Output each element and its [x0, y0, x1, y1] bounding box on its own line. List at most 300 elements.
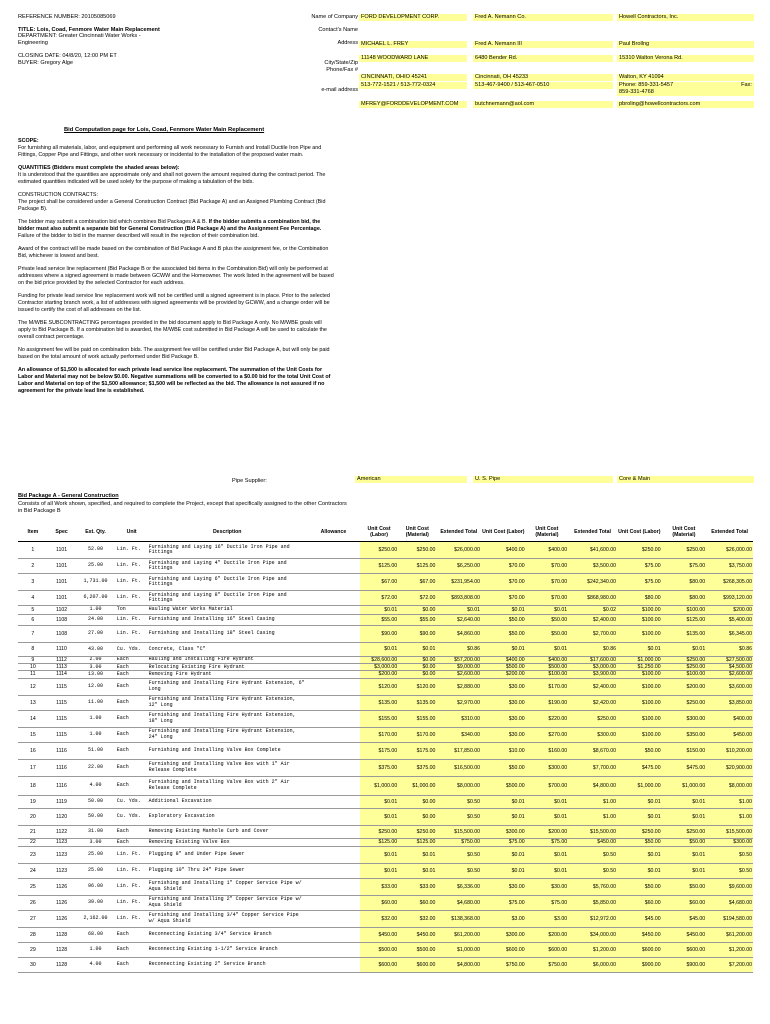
bidder-2-material[interactable]: $50.00: [526, 615, 568, 626]
bidder-3-extended[interactable]: $3,750.00: [706, 559, 753, 574]
bidder-3-material[interactable]: $80.00: [662, 574, 707, 591]
bidder-3-extended[interactable]: $200.00: [706, 606, 753, 615]
bidder-2-material[interactable]: $100.00: [526, 671, 568, 678]
bidder-2-material[interactable]: $0.01: [526, 863, 568, 878]
bidder-1-contact[interactable]: MICHAEL L. FREY: [359, 41, 467, 48]
bidder-2-city[interactable]: Cincinnati, OH 45233: [473, 74, 613, 81]
bidder-1-city[interactable]: CINCINNATI, OHIO 45241: [359, 74, 467, 81]
bidder-1-extended[interactable]: $57,200.00: [436, 657, 481, 664]
bidder-2-extended[interactable]: $15,500.00: [568, 825, 617, 838]
bidder-1-material[interactable]: $0.00: [398, 664, 436, 671]
bidder-2-labor[interactable]: $70.00: [481, 591, 526, 606]
bidder-2-extended[interactable]: $2,700.00: [568, 626, 617, 643]
bidder-3-email[interactable]: pbroling@howellcontractors.com: [617, 101, 754, 108]
bidder-3-extended[interactable]: $7,200.00: [706, 957, 753, 972]
bidder-2-material[interactable]: $0.01: [526, 606, 568, 615]
bidder-3-material[interactable]: $60.00: [662, 895, 707, 910]
bidder-3-labor[interactable]: $0.01: [617, 808, 662, 825]
bidder-3-material[interactable]: $250.00: [662, 825, 707, 838]
bidder-3-labor[interactable]: $45.00: [617, 910, 662, 927]
bidder-2-labor[interactable]: $750.00: [481, 957, 526, 972]
bidder-1-extended[interactable]: $16,500.00: [436, 759, 481, 776]
bidder-1-extended[interactable]: $4,860.00: [436, 626, 481, 643]
bidder-3-extended[interactable]: $268,305.00: [706, 574, 753, 591]
bidder-1-material[interactable]: $0.00: [398, 606, 436, 615]
bidder-1-labor[interactable]: $90.00: [360, 626, 398, 643]
bidder-1-extended[interactable]: $893,808.00: [436, 591, 481, 606]
pipe-supplier-2[interactable]: U. S. Pipe: [473, 476, 613, 483]
bidder-2-extended[interactable]: $1.00: [568, 795, 617, 808]
bidder-3-extended[interactable]: $20,900.00: [706, 759, 753, 776]
bidder-1-material[interactable]: $500.00: [398, 942, 436, 957]
bidder-3-labor[interactable]: $100.00: [617, 615, 662, 626]
bidder-3-material[interactable]: $350.00: [662, 727, 707, 742]
bidder-3-extended[interactable]: $194,580.00: [706, 910, 753, 927]
bidder-3-labor[interactable]: $600.00: [617, 942, 662, 957]
bidder-1-material[interactable]: $0.01: [398, 846, 436, 863]
bidder-2-extended[interactable]: $0.50: [568, 863, 617, 878]
bidder-1-labor[interactable]: $33.00: [360, 878, 398, 895]
bidder-2-extended[interactable]: $250.00: [568, 710, 617, 727]
bidder-3-extended[interactable]: $61,200.00: [706, 927, 753, 942]
bidder-2-labor[interactable]: $30.00: [481, 710, 526, 727]
bidder-2-extended[interactable]: $300.00: [568, 727, 617, 742]
bidder-1-material[interactable]: $72.00: [398, 591, 436, 606]
bidder-3-city[interactable]: Walton, KY 41094: [617, 74, 754, 81]
bidder-3-contact[interactable]: Paul Brollng: [617, 41, 754, 48]
bidder-3-extended[interactable]: $0.50: [706, 863, 753, 878]
bidder-3-labor[interactable]: $100.00: [617, 695, 662, 710]
bidder-3-material[interactable]: $250.00: [662, 695, 707, 710]
bidder-3-extended[interactable]: $8,000.00: [706, 776, 753, 795]
bidder-1-material[interactable]: $250.00: [398, 825, 436, 838]
bidder-3-labor[interactable]: $75.00: [617, 574, 662, 591]
bidder-1-extended[interactable]: $26,000.00: [436, 542, 481, 559]
bidder-2-labor[interactable]: $300.00: [481, 825, 526, 838]
bidder-2-labor[interactable]: $200.00: [481, 671, 526, 678]
bidder-1-labor[interactable]: $500.00: [360, 942, 398, 957]
bidder-3-labor[interactable]: $0.01: [617, 846, 662, 863]
bidder-1-material[interactable]: $175.00: [398, 742, 436, 759]
bidder-1-material[interactable]: $375.00: [398, 759, 436, 776]
bidder-3-labor[interactable]: $50.00: [617, 838, 662, 846]
bidder-2-material[interactable]: $30.00: [526, 878, 568, 895]
bidder-2-labor[interactable]: $0.01: [481, 643, 526, 657]
bidder-2-labor[interactable]: $30.00: [481, 695, 526, 710]
bidder-2-material[interactable]: $0.01: [526, 846, 568, 863]
bidder-1-material[interactable]: $155.00: [398, 710, 436, 727]
bidder-1-material[interactable]: $33.00: [398, 878, 436, 895]
bidder-1-labor[interactable]: $1,000.00: [360, 776, 398, 795]
bidder-2-extended[interactable]: $1.00: [568, 808, 617, 825]
bidder-3-extended[interactable]: $26,000.00: [706, 542, 753, 559]
bidder-1-labor[interactable]: $250.00: [360, 542, 398, 559]
bidder-2-labor[interactable]: $0.01: [481, 846, 526, 863]
bidder-2-material[interactable]: $220.00: [526, 710, 568, 727]
bidder-1-material[interactable]: $125.00: [398, 559, 436, 574]
bidder-2-material[interactable]: $400.00: [526, 657, 568, 664]
bidder-1-labor[interactable]: $67.00: [360, 574, 398, 591]
bidder-2-labor[interactable]: $300.00: [481, 927, 526, 942]
bidder-2-material[interactable]: $70.00: [526, 591, 568, 606]
bidder-2-labor[interactable]: $30.00: [481, 678, 526, 695]
bidder-3-labor[interactable]: $60.00: [617, 895, 662, 910]
bidder-2-labor[interactable]: $75.00: [481, 838, 526, 846]
bidder-2-labor[interactable]: $400.00: [481, 657, 526, 664]
bidder-2-material[interactable]: $75.00: [526, 838, 568, 846]
contracts-heading: CONSTRUCTION CONTRACTS:: [18, 192, 98, 199]
bidder-1-material[interactable]: $32.00: [398, 910, 436, 927]
bidder-2-address[interactable]: 6480 Bender Rd.: [473, 55, 613, 62]
bidder-2-material[interactable]: $160.00: [526, 742, 568, 759]
bidder-2-labor[interactable]: $30.00: [481, 878, 526, 895]
bidder-1-labor[interactable]: $120.00: [360, 678, 398, 695]
bidder-1-extended[interactable]: $8,000.00: [436, 776, 481, 795]
bidder-3-extended[interactable]: $1.00: [706, 795, 753, 808]
bidder-3-labor[interactable]: $100.00: [617, 678, 662, 695]
bidder-3-labor[interactable]: $100.00: [617, 727, 662, 742]
bidder-3-extended[interactable]: $1,200.00: [706, 942, 753, 957]
bidder-2-labor[interactable]: $50.00: [481, 759, 526, 776]
bidder-3-material[interactable]: $0.01: [662, 795, 707, 808]
bidder-3-labor[interactable]: $0.01: [617, 863, 662, 878]
bidder-2-extended[interactable]: $450.00: [568, 838, 617, 846]
bidder-3-material[interactable]: $50.00: [662, 838, 707, 846]
bidder-1-labor[interactable]: $60.00: [360, 895, 398, 910]
bidder-3-material[interactable]: $100.00: [662, 671, 707, 678]
bidder-3-material[interactable]: $125.00: [662, 615, 707, 626]
bidder-1-material[interactable]: $135.00: [398, 695, 436, 710]
bidder-1-labor[interactable]: $250.00: [360, 825, 398, 838]
bidder-3-material[interactable]: $150.00: [662, 742, 707, 759]
bidder-2-phone[interactable]: 513-467-9400 / 513-467-0510: [473, 82, 613, 89]
bidder-1-labor[interactable]: $0.01: [360, 606, 398, 615]
bidder-3-extended[interactable]: $3,850.00: [706, 695, 753, 710]
bidder-3-labor[interactable]: $450.00: [617, 927, 662, 942]
bidder-1-material[interactable]: $0.00: [398, 671, 436, 678]
bidder-1-material[interactable]: $250.00: [398, 542, 436, 559]
bidder-3-extended[interactable]: $0.50: [706, 846, 753, 863]
bidder-1-material[interactable]: $90.00: [398, 626, 436, 643]
bidder-1-extended[interactable]: $0.50: [436, 846, 481, 863]
bidder-3-extended[interactable]: $450.00: [706, 727, 753, 742]
bidder-3-extended[interactable]: $4,680.00: [706, 895, 753, 910]
bidder-1-extended[interactable]: $9,000.00: [436, 664, 481, 671]
bidder-1-labor[interactable]: $155.00: [360, 710, 398, 727]
bidder-3-extended[interactable]: $9,600.00: [706, 878, 753, 895]
bidder-1-labor[interactable]: $72.00: [360, 591, 398, 606]
table-header: [18, 525, 753, 542]
bidder-3-material[interactable]: $900.00: [662, 957, 707, 972]
bidder-3-labor[interactable]: $100.00: [617, 671, 662, 678]
bidder-2-labor[interactable]: $0.01: [481, 808, 526, 825]
bidder-1-labor[interactable]: $125.00: [360, 838, 398, 846]
bidder-1-material[interactable]: $1,000.00: [398, 776, 436, 795]
bidder-1-extended[interactable]: $61,200.00: [436, 927, 481, 942]
bidder-3-extended[interactable]: $300.00: [706, 838, 753, 846]
bidder-1-labor[interactable]: $175.00: [360, 742, 398, 759]
bidder-1-extended[interactable]: $340.00: [436, 727, 481, 742]
bidder-1-labor[interactable]: $450.00: [360, 927, 398, 942]
bidder-3-extended[interactable]: $6,345.00: [706, 626, 753, 643]
bidder-1-address[interactable]: 11148 WOODWARD LANE: [359, 55, 467, 62]
bidder-3-material[interactable]: $45.00: [662, 910, 707, 927]
bidder-3-name[interactable]: Howell Contractors, Inc.: [617, 14, 754, 21]
bidder-2-material[interactable]: $750.00: [526, 957, 568, 972]
bidder-2-extended[interactable]: $242,340.00: [568, 574, 617, 591]
bidder-1-labor[interactable]: $55.00: [360, 615, 398, 626]
bidder-2-extended[interactable]: $2,400.00: [568, 615, 617, 626]
bidder-2-extended[interactable]: $7,700.00: [568, 759, 617, 776]
bidder-2-extended[interactable]: $41,600.00: [568, 542, 617, 559]
bidder-1-labor[interactable]: $125.00: [360, 559, 398, 574]
bidder-2-material[interactable]: $70.00: [526, 574, 568, 591]
bidder-3-material[interactable]: $200.00: [662, 678, 707, 695]
bidder-3-extended[interactable]: $15,500.00: [706, 825, 753, 838]
bidder-3-labor[interactable]: $100.00: [617, 710, 662, 727]
bidder-1-material[interactable]: $55.00: [398, 615, 436, 626]
bidder-1-labor[interactable]: $600.00: [360, 957, 398, 972]
bidder-2-material[interactable]: $50.00: [526, 626, 568, 643]
bidder-3-address[interactable]: 15310 Walton Verona Rd.: [617, 55, 754, 62]
bidder-1-labor[interactable]: $0.01: [360, 863, 398, 878]
bidder-2-material[interactable]: $600.00: [526, 942, 568, 957]
bidder-2-material[interactable]: $200.00: [526, 927, 568, 942]
bidder-2-material[interactable]: $200.00: [526, 825, 568, 838]
bidder-3-extended[interactable]: $993,120.00: [706, 591, 753, 606]
bidder-3-material[interactable]: $475.00: [662, 759, 707, 776]
bidder-3-labor[interactable]: $75.00: [617, 559, 662, 574]
bidder-3-labor[interactable]: $1,250.00: [617, 664, 662, 671]
bidder-2-material[interactable]: $300.00: [526, 759, 568, 776]
bidder-2-labor[interactable]: $600.00: [481, 942, 526, 957]
bidder-1-labor[interactable]: $200.00: [360, 671, 398, 678]
bidder-3-labor[interactable]: $80.00: [617, 591, 662, 606]
bidder-2-material[interactable]: $0.01: [526, 643, 568, 657]
bidder-3-material[interactable]: $250.00: [662, 657, 707, 664]
bidder-2-extended[interactable]: $5,850.00: [568, 895, 617, 910]
bidder-1-material[interactable]: $0.00: [398, 657, 436, 664]
bidder-1-extended[interactable]: $2,880.00: [436, 678, 481, 695]
bidder-2-labor[interactable]: $3.00: [481, 910, 526, 927]
bidder-3-phone2[interactable]: 859-331-4768: [617, 89, 754, 96]
bidder-1-extended[interactable]: $138,368.00: [436, 910, 481, 927]
bidder-2-material[interactable]: $400.00: [526, 542, 568, 559]
bidder-3-extended[interactable]: $27,500.00: [706, 657, 753, 664]
bidder-2-labor[interactable]: $50.00: [481, 615, 526, 626]
spec: 1102: [48, 606, 76, 615]
bidder-2-extended[interactable]: $2,420.00: [568, 695, 617, 710]
bidder-3-labor[interactable]: $475.00: [617, 759, 662, 776]
bidder-2-material[interactable]: $0.01: [526, 808, 568, 825]
pipe-supplier-1[interactable]: American: [355, 476, 467, 483]
bidder-2-material[interactable]: $190.00: [526, 695, 568, 710]
bidder-3-material[interactable]: $80.00: [662, 591, 707, 606]
bidder-2-extended[interactable]: $868,980.00: [568, 591, 617, 606]
bidder-3-material[interactable]: $450.00: [662, 927, 707, 942]
bidder-2-name[interactable]: Fred A. Nemann Co.: [473, 14, 613, 21]
bidder-1-labor[interactable]: $135.00: [360, 695, 398, 710]
bidder-3-material[interactable]: $0.01: [662, 643, 707, 657]
bidder-2-extended[interactable]: $34,000.00: [568, 927, 617, 942]
bidder-3-phone[interactable]: [617, 82, 754, 89]
bidder-1-labor[interactable]: $375.00: [360, 759, 398, 776]
bidder-2-extended[interactable]: $8,670.00: [568, 742, 617, 759]
bidder-2-extended[interactable]: $2,400.00: [568, 678, 617, 695]
bidder-1-extended[interactable]: $2,640.00: [436, 615, 481, 626]
bidder-1-labor[interactable]: $0.01: [360, 808, 398, 825]
bidder-1-labor[interactable]: $0.01: [360, 795, 398, 808]
bidder-1-name[interactable]: FORD DEVELOPMENT CORP.: [359, 14, 467, 21]
bidder-1-material[interactable]: $450.00: [398, 927, 436, 942]
bidder-1-extended[interactable]: $0.86: [436, 643, 481, 657]
bidder-2-extended[interactable]: $3,900.00: [568, 671, 617, 678]
bidder-1-extended[interactable]: $4,680.00: [436, 895, 481, 910]
bidder-1-material[interactable]: $0.00: [398, 808, 436, 825]
description: Furnishing and Installing Fire Hydrant Extension, 18" Long: [148, 710, 307, 727]
bidder-1-labor[interactable]: $28,600.00: [360, 657, 398, 664]
bidder-2-extended[interactable]: $0.02: [568, 606, 617, 615]
bidder-1-extended[interactable]: $0.50: [436, 863, 481, 878]
bidder-3-material[interactable]: $0.01: [662, 863, 707, 878]
bidder-2-material[interactable]: $70.00: [526, 559, 568, 574]
bidder-1-extended[interactable]: $17,850.00: [436, 742, 481, 759]
bidder-2-labor[interactable]: $70.00: [481, 559, 526, 574]
description: Reconnecting Existing 3/4" Service Branch: [148, 927, 307, 942]
bidder-3-material[interactable]: $50.00: [662, 878, 707, 895]
bidder-1-material[interactable]: $0.01: [398, 863, 436, 878]
bidder-1-extended[interactable]: $2,600.00: [436, 671, 481, 678]
bidder-1-material[interactable]: $0.01: [398, 643, 436, 657]
bidder-3-labor[interactable]: $250.00: [617, 825, 662, 838]
bidder-2-extended[interactable]: $3,000.00: [568, 664, 617, 671]
bidder-1-labor[interactable]: $3,000.00: [360, 664, 398, 671]
bidder-3-material[interactable]: $1,000.00: [662, 776, 707, 795]
bidder-2-email[interactable]: butchnemann@aol.com: [473, 101, 613, 108]
bidder-1-extended[interactable]: $310.00: [436, 710, 481, 727]
bidder-1-labor[interactable]: $0.01: [360, 643, 398, 657]
bidder-2-material[interactable]: $700.00: [526, 776, 568, 795]
bidder-1-extended[interactable]: $0.01: [436, 606, 481, 615]
bidder-2-material[interactable]: $500.00: [526, 664, 568, 671]
description: Furnishing and Laying 6" Ductile Iron Pipe and Fittings: [148, 574, 307, 591]
bidder-1-extended[interactable]: $2,970.00: [436, 695, 481, 710]
bidder-3-labor[interactable]: $1,000.00: [617, 776, 662, 795]
bidder-1-phone[interactable]: 513-772-1521 / 513-772-0324: [359, 82, 467, 89]
bidder-3-material[interactable]: $0.01: [662, 808, 707, 825]
bidder-1-extended[interactable]: $6,336.00: [436, 878, 481, 895]
est-qty: 25.00: [75, 863, 115, 878]
bidder-3-labor[interactable]: $100.00: [617, 626, 662, 643]
bidder-1-material[interactable]: $67.00: [398, 574, 436, 591]
bidder-1-material[interactable]: $170.00: [398, 727, 436, 742]
bidder-3-extended[interactable]: $2,600.00: [706, 671, 753, 678]
pipe-supplier-3[interactable]: Core & Main: [617, 476, 754, 483]
bidder-3-material[interactable]: $75.00: [662, 559, 707, 574]
bidder-2-material[interactable]: $3.00: [526, 910, 568, 927]
bidder-3-extended[interactable]: $1.00: [706, 808, 753, 825]
bidder-2-extended[interactable]: $3,500.00: [568, 559, 617, 574]
bidder-1-material[interactable]: $0.00: [398, 795, 436, 808]
bidder-1-material[interactable]: $60.00: [398, 895, 436, 910]
bidder-1-extended[interactable]: $750.00: [436, 838, 481, 846]
bidder-3-extended[interactable]: $5,400.00: [706, 615, 753, 626]
col-unit: Unit: [116, 525, 148, 542]
bidder-2-extended[interactable]: $6,000.00: [568, 957, 617, 972]
bidder-1-labor[interactable]: $0.01: [360, 846, 398, 863]
bidder-3-extended[interactable]: $400.00: [706, 710, 753, 727]
bidder-1-labor[interactable]: $32.00: [360, 910, 398, 927]
bidder-2-labor[interactable]: $50.00: [481, 626, 526, 643]
bidder-1-material[interactable]: $120.00: [398, 678, 436, 695]
bidder-3-labor[interactable]: $250.00: [617, 542, 662, 559]
bidder-3-material[interactable]: $100.00: [662, 606, 707, 615]
bidder-2-material[interactable]: $0.01: [526, 795, 568, 808]
bidder-1-extended[interactable]: $231,954.00: [436, 574, 481, 591]
bidder-3-labor[interactable]: $50.00: [617, 878, 662, 895]
bidder-1-extended[interactable]: $0.50: [436, 795, 481, 808]
bidder-1-extended[interactable]: $6,250.00: [436, 559, 481, 574]
bidder-3-labor[interactable]: $0.01: [617, 643, 662, 657]
bidder-3-material[interactable]: $0.01: [662, 846, 707, 863]
bidder-2-extended[interactable]: $0.50: [568, 846, 617, 863]
bidder-3-extended[interactable]: $4,500.00: [706, 664, 753, 671]
bidder-3-material[interactable]: $135.00: [662, 626, 707, 643]
bidder-2-extended[interactable]: $1,200.00: [568, 942, 617, 957]
bidder-3-material[interactable]: $250.00: [662, 664, 707, 671]
bidder-2-labor[interactable]: $70.00: [481, 574, 526, 591]
bidder-3-extended[interactable]: $3,600.00: [706, 678, 753, 695]
bidder-2-material[interactable]: $170.00: [526, 678, 568, 695]
bidder-2-labor[interactable]: $0.01: [481, 863, 526, 878]
bidder-3-extended[interactable]: $0.86: [706, 643, 753, 657]
bidder-3-labor[interactable]: $100.00: [617, 606, 662, 615]
bidder-1-extended[interactable]: $1,000.00: [436, 942, 481, 957]
bidder-2-extended[interactable]: $0.86: [568, 643, 617, 657]
bidder-2-contact[interactable]: Fred A. Nemann III: [473, 41, 613, 48]
bidder-2-labor[interactable]: $30.00: [481, 727, 526, 742]
bidder-2-labor[interactable]: $10.00: [481, 742, 526, 759]
bidder-3-labor[interactable]: $0.01: [617, 795, 662, 808]
bidder-2-labor[interactable]: $500.00: [481, 664, 526, 671]
bidder-2-material[interactable]: $270.00: [526, 727, 568, 742]
bidder-1-extended[interactable]: $0.50: [436, 808, 481, 825]
bidder-2-labor[interactable]: $400.00: [481, 542, 526, 559]
bidder-3-labor[interactable]: $900.00: [617, 957, 662, 972]
bidder-2-extended[interactable]: $17,600.00: [568, 657, 617, 664]
bidder-2-labor[interactable]: $0.01: [481, 795, 526, 808]
bidder-2-extended[interactable]: $4,800.00: [568, 776, 617, 795]
bidder-2-material[interactable]: $75.00: [526, 895, 568, 910]
bidder-2-extended[interactable]: $12,972.00: [568, 910, 617, 927]
bidder-2-labor[interactable]: $0.01: [481, 606, 526, 615]
bidder-3-extended[interactable]: $10,200.00: [706, 742, 753, 759]
bidder-1-material[interactable]: $600.00: [398, 957, 436, 972]
bidder-3-material[interactable]: $300.00: [662, 710, 707, 727]
bidder-3-material[interactable]: $600.00: [662, 942, 707, 957]
bidder-3-material[interactable]: $250.00: [662, 542, 707, 559]
bidder-1-extended[interactable]: $15,500.00: [436, 825, 481, 838]
bidder-2-labor[interactable]: $75.00: [481, 895, 526, 910]
bidder-3-labor[interactable]: $1,000.00: [617, 657, 662, 664]
bidder-2-labor[interactable]: $500.00: [481, 776, 526, 795]
bidder-1-extended[interactable]: $4,800.00: [436, 957, 481, 972]
bidder-2-extended[interactable]: $5,760.00: [568, 878, 617, 895]
bidder-1-material[interactable]: $125.00: [398, 838, 436, 846]
bidder-1-email[interactable]: MFREY@FORDDEVELOPMENT.COM: [359, 101, 467, 108]
bidder-1-labor[interactable]: $170.00: [360, 727, 398, 742]
bidder-3-labor[interactable]: $50.00: [617, 742, 662, 759]
